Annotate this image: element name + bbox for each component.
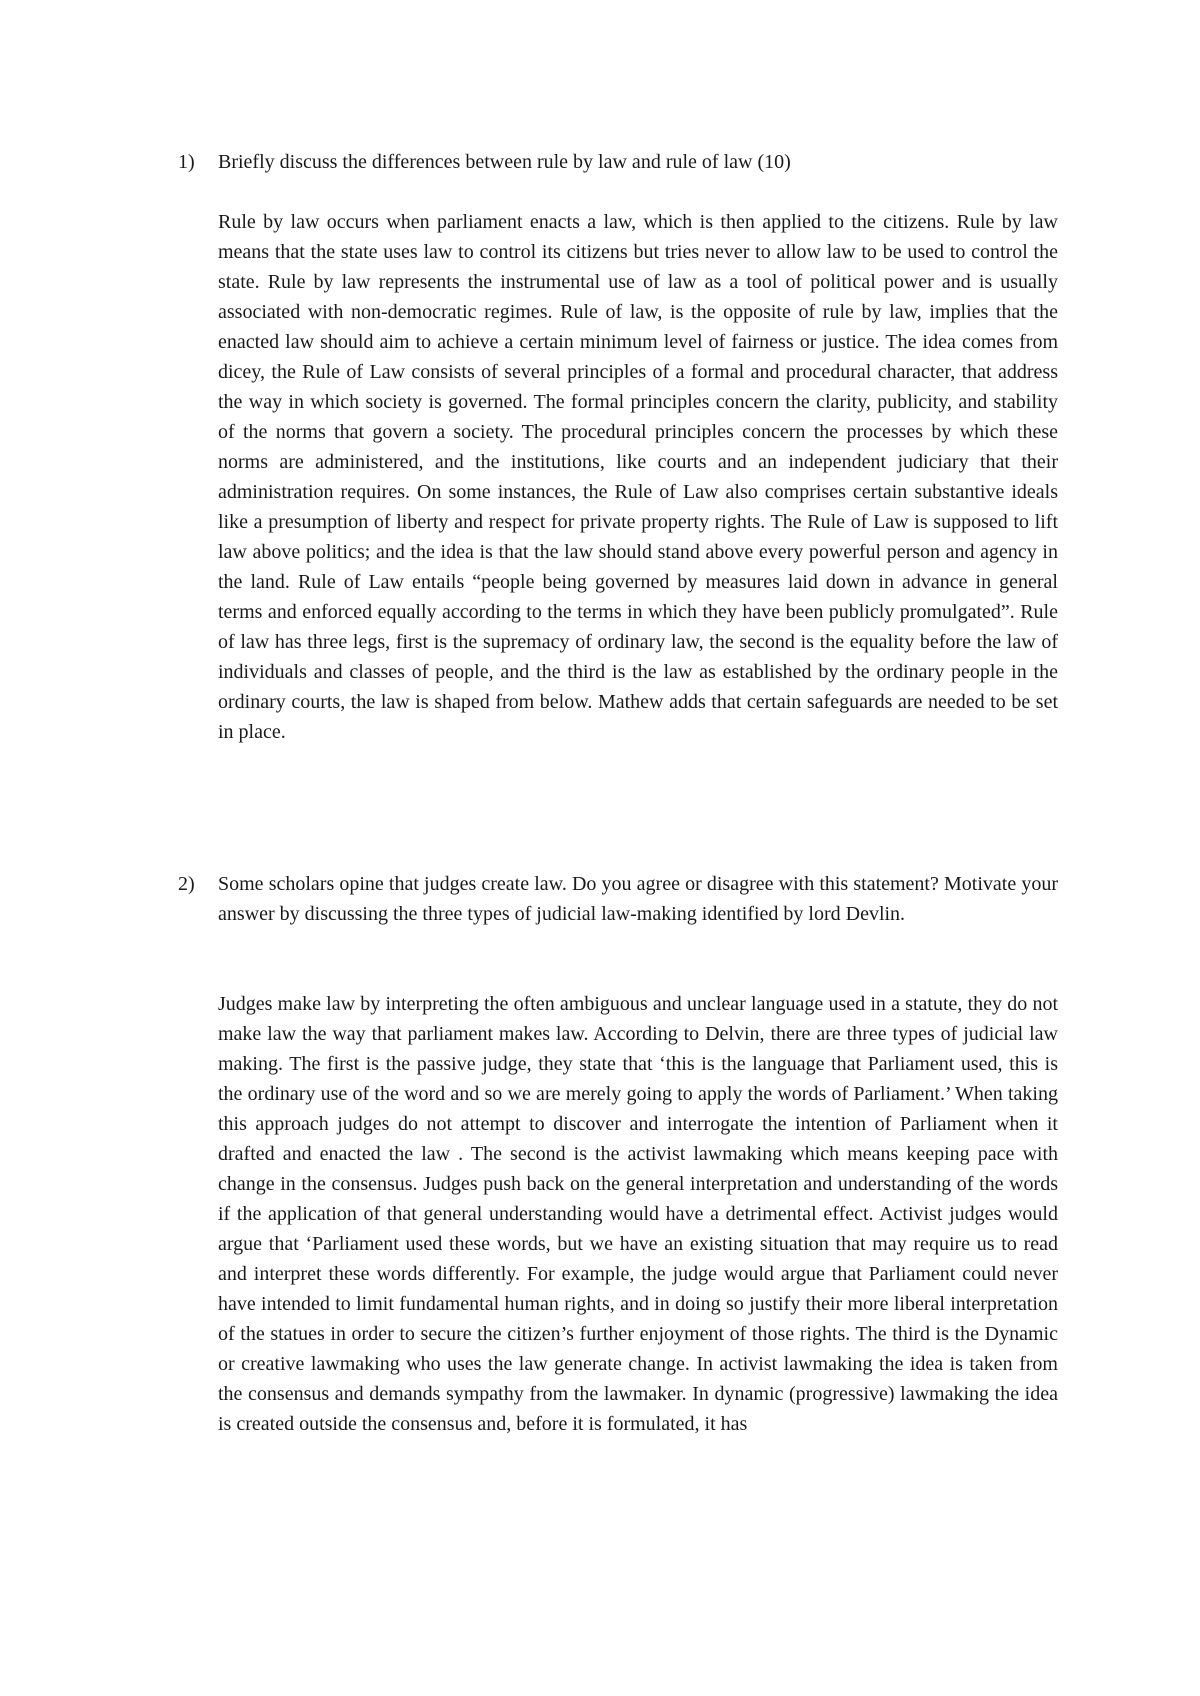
answer-paragraph: Rule by law occurs when parliament enacts a law, which is then applied to the citizens. Rule by law means that the state uses law to control its citizens but tries never to allow law to be used to control the state. Rule by law represents the instrumental use of law as a tool of political power and is usually associated with non-democratic regimes. Rule of law, is the opposite of rule by law, implies that the enacted law should aim to achieve a certain minimum level of fairness or justice. The idea comes from dicey, the Rule of Law consists of several principles of a formal and procedural character, that address the way in which society is governed. The formal principles concern the clarity, publicity, and stability of the norms that govern a society. The procedural principles concern the processes by which these norms are administered, and the institutions, like courts and an independent judiciary that their administration requires. On some instances, the Rule of Law also comprises certain substantive ideals like a presumption of liberty and respect for private property rights. The Rule of Law is supposed to lift law above politics; and the idea is that the law should stand above every powerful person and agency in the land. Rule of Law entails “people being governed by measures laid down in advance in general terms and enforced equally according to the terms in which they have been publicly promulgated”. Rule of law has three legs, first is the supremacy of ordinary law, the second is the equality before the law of individuals and classes of people, and the third is the law as established by the ordinary people in the ordinary courts, the law is shaped from below. Mathew adds that certain safeguards are needed to be set in place. bbox=[218, 211, 1058, 743]
question-text: Briefly discuss the differences between rule by law and rule of law (10) bbox=[218, 151, 791, 173]
question-number: 1) bbox=[178, 151, 195, 173]
question-text: Some scholars opine that judges create law. Do you agree or disagree with this statement? Motivate your answer by discussing the three types of judicial law-making identified by lord Devlin. bbox=[218, 873, 1058, 925]
answer-paragraph: Judges make law by interpreting the often ambiguous and unclear language used in a statute, they do not make law the way that parliament makes law. According to Delvin, there are three types of judicial law making. The first is the passive judge, they state that ‘this is the language that Parliament used, this is the ordinary use of the word and so we are merely going to apply the words of Parliament.’ When taking this approach judges do not attempt to discover and interrogate the intention of Parliament when it drafted and enacted the law . The second is the activist lawmaking which means keeping pace with change in the consensus. Judges push back on the general interpretation and understanding of the words if the application of that general understanding would have a detrimental effect. Activist judges would argue that ‘Parliament used these words, but we have an existing situation that may require us to read and interpret these words differently. For example, the judge would argue that Parliament could never have intended to limit fundamental human rights, and in doing so justify their more liberal interpretation of the statues in order to secure the citizen’s further enjoyment of those rights. The third is the Dynamic or creative lawmaking who uses the law generate change. In activist lawmaking the idea is taken from the consensus and demands sympathy from the lawmaker. In dynamic (progressive) lawmaking the idea is created outside the consensus and, before it is formulated, it has bbox=[218, 993, 1058, 1435]
question-number: 2) bbox=[178, 873, 195, 895]
